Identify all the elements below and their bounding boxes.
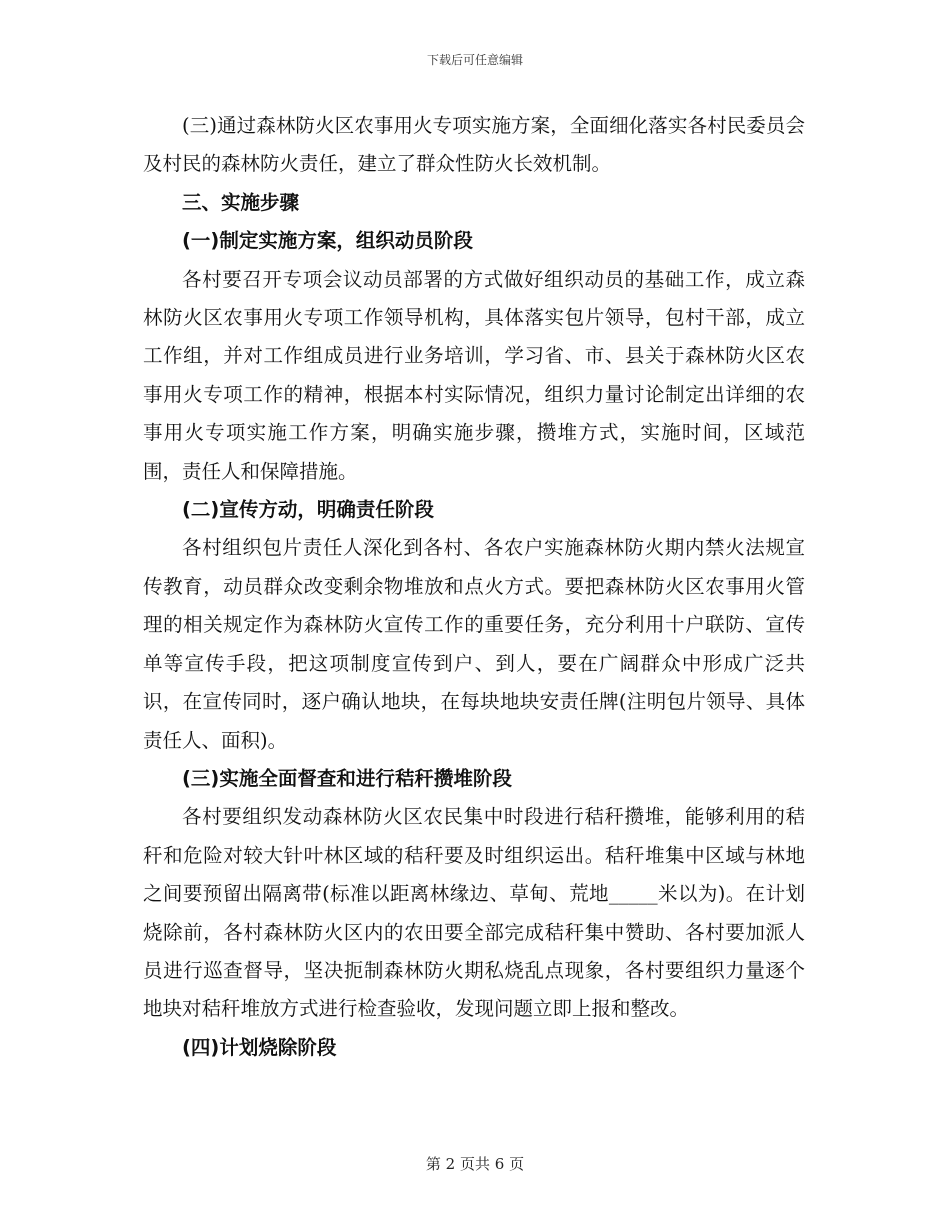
subheading-stage-1: (一)制定实施方案，组织动员阶段 bbox=[182, 229, 473, 253]
paragraph-3-fire-responsibility: (三)通过森林防火区农事用火专项实施方案，全面细化落实各村民委员会及村民的森林防火责任，建立了群众性防火长效机制。 bbox=[143, 114, 805, 176]
subheading-stage-4: (四)计划烧除阶段 bbox=[182, 1035, 337, 1059]
subheading-stage-3: (三)实施全面督查和进行秸秆攒堆阶段 bbox=[182, 766, 512, 790]
page-header: 下载后可任意编辑 bbox=[426, 53, 523, 67]
subheading-stage-2: (二)宣传方动，明确责任阶段 bbox=[182, 498, 434, 522]
section-heading-implementation-steps: 三、实施步骤 bbox=[182, 190, 300, 214]
document-body bbox=[143, 107, 805, 1067]
paragraph-stage-1: 各村要召开专项会议动员部署的方式做好组织动员的基础工作，成立森林防火区农事用火专项工作领导机构，具体落实包片领导，包村干部，成立工作组，并对工作组成员进行业务培训，学习省、市、县关于森林防火区农事用火专项工作的精神，根据本村实际情况，组织力量讨论制定出详细的农事用火专项实施工作方案，明确实施步骤，攒堆方式，实施时间，区域范围，责任人和保障措施。 bbox=[143, 267, 805, 483]
paragraph-stage-3: 各村要组织发动森林防火区农民集中时段进行秸秆攒堆，能够利用的秸秆和危险对较大针叶林区域的秸秆要及时组织运出。秸秆堆集中区域与林地之间要预留出隔离带(标准以距离林缘边、草甸、荒地_____米以为)。在计划烧除前，各村森林防火区内的农田要全部完成秸秆集中赞助、各村要加派人员进行巡查督导，坚决扼制森林防火期私烧乱点现象，各村要组织力量逐个地块对秸秆堆放方式进行检查验收，发现问题立即上报和整改。 bbox=[143, 805, 805, 1021]
paragraph-stage-2: 各村组织包片责任人深化到各村、各农户实施森林防火期内禁火法规宣传教育，动员群众改变剩余物堆放和点火方式。要把森林防火区农事用火管理的相关规定作为森林防火宣传工作的重要任务，充分利用十户联防、宣传单等宣传手段，把这项制度宣传到户、到人，要在广阔群众中形成广泛共识，在宣传同时，逐户确认地块，在每块地块安责任牌(注明包片领导、具体责任人、面积)。 bbox=[143, 536, 805, 752]
page-number: 第 2 页共 6 页 bbox=[425, 1155, 525, 1173]
